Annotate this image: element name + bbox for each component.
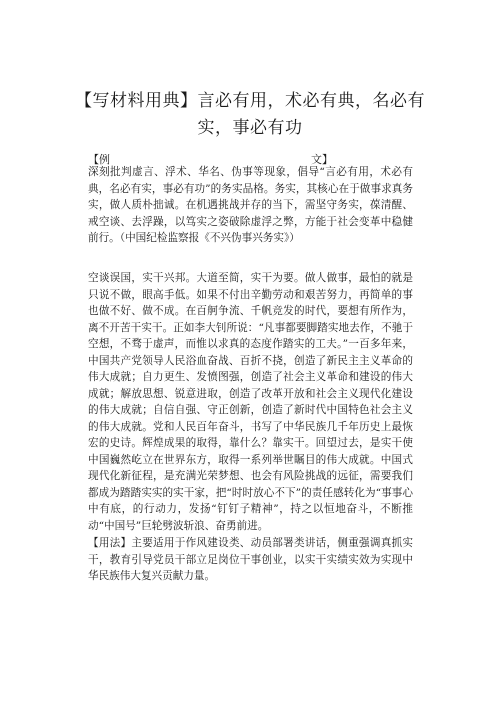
usage-paragraph: 【用法】主要适用于作风建设类、动员部署类讲话，侧重强调真抓实干，教育引导党员干部立足岗位干事创业，以实干实绩实效为实现中华民族伟大复兴贡献力量。 [88, 537, 413, 582]
example-label-close: 文】 [311, 153, 333, 166]
example-label-open: 【例 [88, 153, 110, 166]
body-paragraph: 空谈误国，实干兴邦。大道至简，实干为要。做人做事，最怕的就是只说不做，眼高手低。如果不付出辛勤劳动和艰苦努力，再简单的事也做不好、做不成。在百舸争流、千帆竞发的时代，要想有所作为，离不开苦干实干。正如李大钊所说：“凡事都要脚踏实地去作，不驰于空想，不骛于虚声，而惟以求真的态度作踏实的工夫。”一百多年来，中国共产党领导人民浴血奋战、百折不挠，创造了新民主主义革命的伟大成就；自力更生、发愤图强，创造了社会主义革命和建设的伟大成就；解放思想、锐意进取，创造了改革开放和社会主义现代化建设的伟大成就；自信自强、守正创新，创造了新时代中国特色社会主义的伟大成就。党和人民百年奋斗，书写了中华民族几千年历史上最恢宏的史诗。辉煌成果的取得，靠什么？靠实干。回望过去，是实干使中国巍然屹立在世界东方，取得一系列举世瞩目的伟大成就。中国式现代化新征程，是充满光荣梦想、也会有风险挑战的远征，需要我们都成为踏踏实实的实干家，把“时时放心不下”的责任感转化为“事事心中有底，的行动力，发扬“钉钉子精神”，持之以恒地奋斗，不断推动“中国号”巨轮劈波斩浪、奋勇前进。 [88, 272, 413, 532]
example-paragraph: 深刻批判虚言、浮术、华名、伪事等现象，倡导“言必有用，术必有典，名必有实，事必有功”的务实品格。务实，其核心在于做事求真务实，做人质朴拙诚。在机遇挑战并存的当下，需坚守务实，葆清醒、戒空谈、去浮躁，以笃实之姿破除虚浮之弊，方能于社会变革中稳健前行。（中国纪检监察报《不兴伪事兴务实》） [88, 166, 413, 244]
document-title: 【写材料用典】言必有用，术必有典，名必有实，事必有功 [75, 91, 425, 138]
